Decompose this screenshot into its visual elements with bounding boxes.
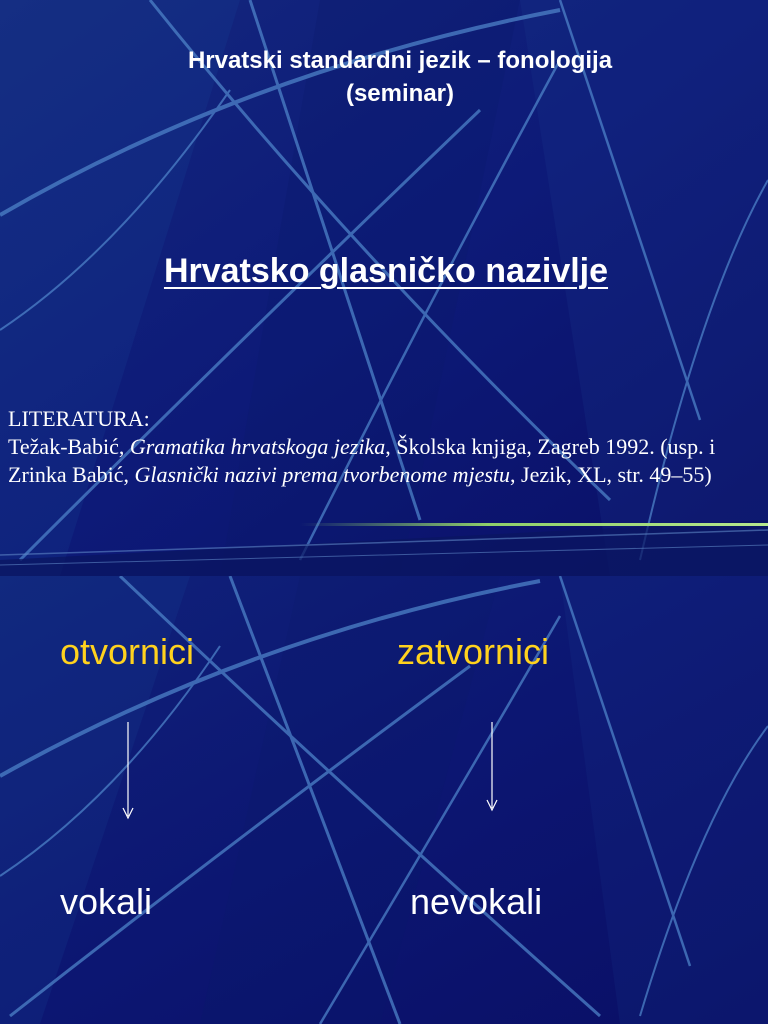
reference-article-title: Glasnički nazivi prema tvorbenome mjestu	[134, 462, 511, 487]
presentation-title-line2: (seminar)	[345, 80, 455, 107]
reference-book-title: Gramatika hrvatskoga jezika	[129, 434, 386, 459]
term-zatvornici: zatvornici	[397, 631, 550, 672]
term-nevokali: nevokali	[410, 881, 543, 922]
presentation-title-line1: Hrvatski standardni jezik – fonologija	[187, 47, 613, 74]
term-otvornici: otvornici	[60, 631, 195, 672]
slide-bottom-background	[0, 576, 768, 1024]
divider-line	[300, 523, 768, 526]
literature-block	[8, 405, 748, 489]
reference-publisher: , Školska knjiga, Zagreb 1992. (usp. i Zrinka Babić,	[8, 434, 716, 487]
literature-label: LITERATURA:	[8, 406, 150, 431]
arrow-down-icon	[118, 722, 138, 822]
literature-reference	[8, 433, 748, 489]
arrow-down-icon	[482, 722, 502, 814]
reference-journal: , Jezik, XL, str. 49–55)	[510, 462, 712, 487]
reference-authors: Težak-Babić,	[8, 434, 130, 459]
term-vokali: vokali	[60, 881, 153, 922]
presentation-title	[40, 44, 760, 110]
section-title: Hrvatsko glasničko nazivlje	[163, 252, 609, 290]
